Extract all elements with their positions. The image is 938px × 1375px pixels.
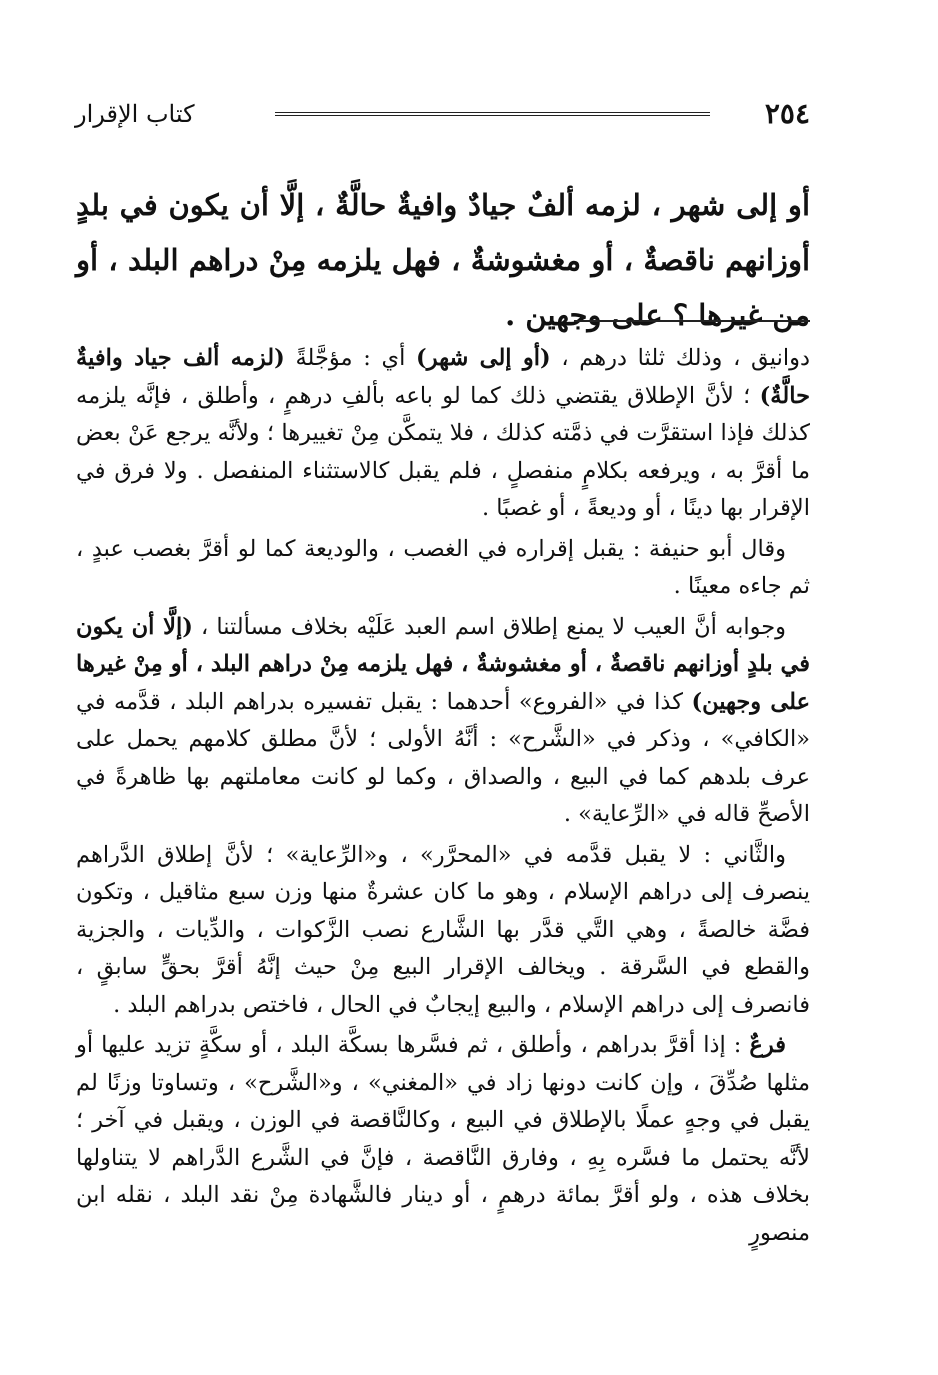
quoted-matn: (لزمه ألف جياد وافيةٌ حالَّةٌ): [76, 345, 810, 409]
text-run: وجوابه أنَّ العيب لا يمنع إطلاق اسم العبد عَلَيْه بخلاف مسألتنا ،: [192, 613, 786, 640]
commentary-paragraph-5: [76, 1027, 810, 1252]
text-run: ؛ لأنَّ الإطلاق يقتضي ذلك كما لو باعه بألفِ درهمٍ ، وأطلق ، فإنَّه يلزمه كذلك فإذا استقرَّت في ذمَّته كذلك ، فلا يتمكَّن مِنْ تغييرها ؛ ولأنَّه يرجع عَنْ بعض ما أقرَّ به ، ويرفعه بكلامٍ منفصلٍ ، فلم يقبل كالاستثناء المنفصل . ولا فرق في الإقرار بها دينًا ، أو وديعةً ، أو غصبًا .: [76, 382, 810, 521]
page-number: ٢٥٤: [764, 97, 810, 130]
section-label: فرعٌ: [749, 1032, 786, 1058]
commentary-paragraph-2: وقال أبو حنيفة : يقبل إقراره في الغصب ، والوديعة كما لو أقرَّ بغصب عبدٍ ، ثم جاءه معينًا .: [76, 535, 810, 599]
page-header: [75, 96, 810, 136]
commentary-paragraph-4: والثَّاني : لا يقبل قدَّمه في «المحرَّر» ، و«الرِّعاية» ؛ لأنَّ إطلاق الدَّراهم ينصرف إلى دراهم الإسلام ، وهو ما كان عشرةٌ منها وزن سبع مثاقيل ، وتكون فضَّة خالصةً ، وهي التَّي قدَّر بها الشَّارع نصب الزَّكوات ، والدِّيات ، والجزية والقطع في السَّرقة . ويخالف الإقرار البيع مِنْ حيث إنَّهُ أقرَّ بحقٍّ سابقٍ ، فانصرف إلى دراهم الإسلام ، والبيع إيجابٌ في الحال ، فاختص بدراهم البلد .: [76, 841, 810, 1018]
commentary: [76, 340, 810, 1255]
text-run: كذا في «الفروع» أحدهما : يقبل تفسيره بدراهم البلد ، قدَّمه في «الكافي» ، وذكر في «الشَّرح» : أنَّهُ الأولى ؛ لأنَّ مطلق كلامهم يحمل على عرف بلدهم كما في البيع ، والصداق ، وكما لو كانت معاملتهم بها ظاهرةً في الأصحِّ قاله في «الرِّعاية» .: [76, 688, 810, 827]
matn-text: أو إلى شهر ، لزمه ألفٌ جيادٌ وافيةٌ حالَّةٌ ، إلَّا أن يكون في بلدٍ أوزانهم ناقصةٌ ، أو مغشوشةٌ ، فهل يلزمه مِنْ دراهم البلد ، أو من غيرها ؟ على وجهين .: [76, 188, 810, 332]
book-title: كتاب الإقرار: [75, 100, 195, 128]
commentary-paragraph-3: [76, 609, 810, 834]
matn-separator-rule: [574, 320, 810, 322]
text-run: أي : مؤجَّلةً: [284, 345, 417, 371]
text-run: : إذا أقرَّ بدراهم ، وأطلق ، ثم فسَّرها بسكَّة البلد ، أو سكَّةٍ تزيد عليها أو مثلها صُدِّقَ ، وإن كانت دونها زاد في «المغني» ، و«الشَّرح» ، وتساوتا وزنًا لم يقبل في وجهٍ عملًا بالإطلاق في البيع ، وكالنَّاقصة في الوزن ، ويقبل في آخر ؛ لأنَّه يحتمل ما فسَّره بِهِ ، وفارق النَّاقصة ، فإنَّ في الشَّرع الدَّراهم لا يتناولها بخلاف هذه ، ولو أقرَّ بمائة درهمٍ ، أو دينار فالشَّهادة مِنْ نقد البلد ، نقله ابن منصورٍ: [76, 1032, 810, 1246]
quoted-matn: (إلَّا أن يكون في بلدٍ أوزانهم ناقصةٌ ، أو مغشوشةٌ ، فهل يلزمه مِنْ دراهم البلد ، أو مِنْ غيرها على وجهين): [76, 613, 810, 715]
quoted-matn: (أو إلى شهر): [416, 345, 551, 371]
text-run: دوانيق ، وذلك ثلثا درهم ،: [550, 345, 810, 371]
header-rule: [275, 112, 710, 116]
commentary-paragraph-1: [76, 340, 810, 528]
